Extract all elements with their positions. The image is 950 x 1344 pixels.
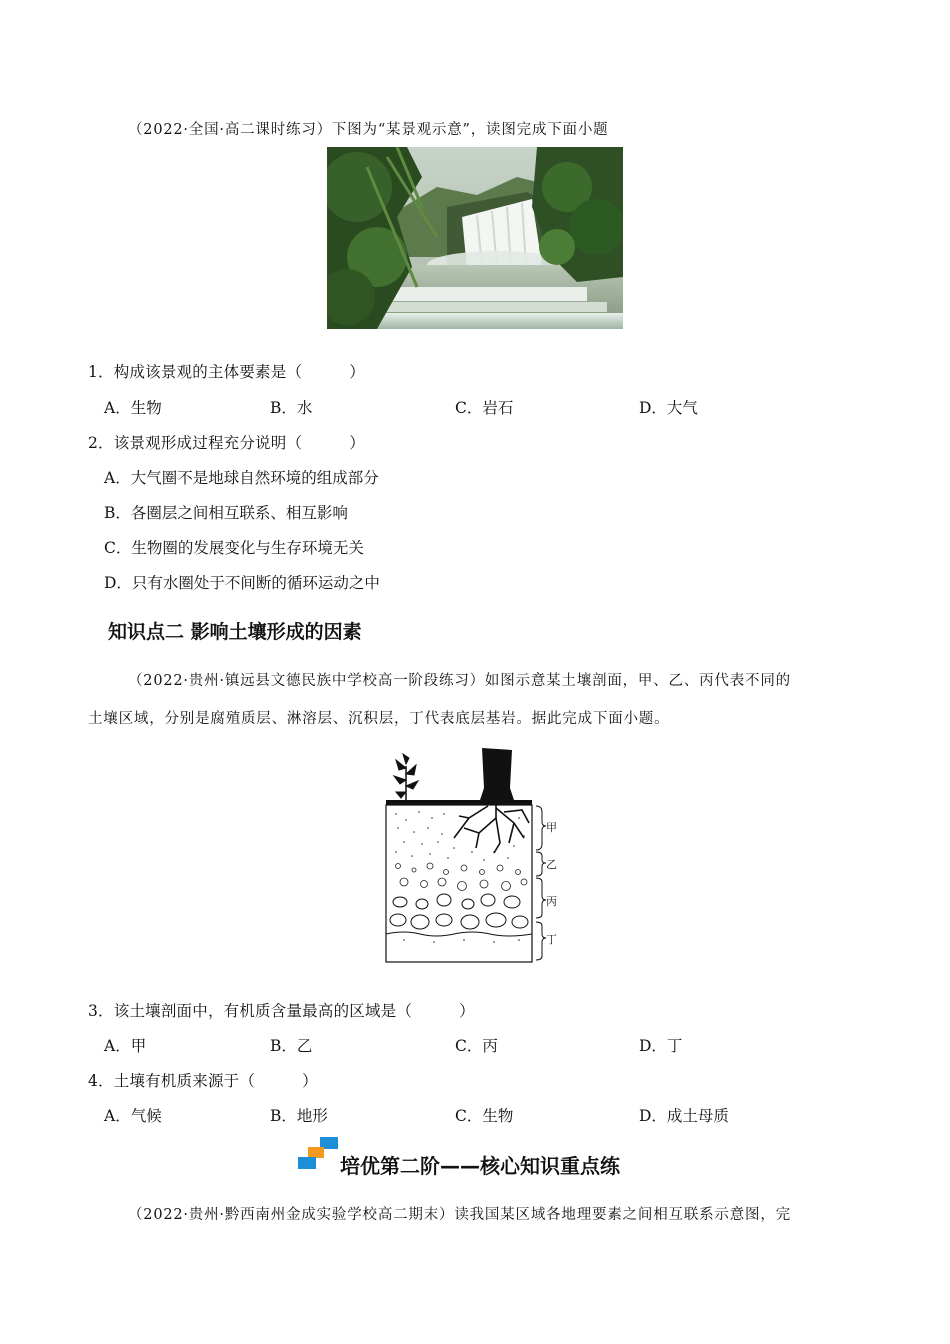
q1-option-a[interactable]: A．生物 [104, 399, 162, 417]
q4-option-a[interactable]: A．气候 [104, 1107, 162, 1125]
soil-profile-diagram [384, 748, 564, 966]
waterfall-photo [327, 147, 623, 329]
q3-option-a[interactable]: A．甲 [104, 1037, 147, 1055]
q3-option-d[interactable]: D．丁 [639, 1037, 683, 1055]
tree-trunk-icon [480, 748, 514, 800]
section-badge-icon [298, 1137, 340, 1169]
section-heading-3: 培优第二阶——核心知识重点练 [340, 1154, 620, 1178]
intro-1: （2022·全国·高二课时练习）下图为“某景观示意”，读图完成下面小题 [128, 122, 609, 138]
section-heading-2: 知识点二 影响土壤形成的因素 [108, 621, 362, 643]
intro-3: （2022·贵州·黔西南州金成实验学校高二期末）读我国某区域各地理要素之间相互联系示意图，完 [128, 1207, 791, 1223]
q1-option-d[interactable]: D．大气 [639, 399, 698, 417]
soil-label-yi: 乙 [546, 858, 557, 871]
question-2-stem: 2．该景观形成过程充分说明（ ） [88, 434, 365, 452]
question-1-stem: 1．构成该景观的主体要素是（ ） [88, 363, 365, 381]
intro-2-line1: （2022·贵州·镇远县文德民族中学校高一阶段练习）如图示意某土壤剖面，甲、乙、丙代表不同的 [128, 673, 791, 689]
q2-option-a[interactable]: A．大气圈不是地球自然环境的组成部分 [104, 469, 379, 487]
soil-label-ding: 丁 [546, 933, 557, 946]
q4-option-d[interactable]: D．成土母质 [639, 1107, 729, 1125]
q3-option-c[interactable]: C．丙 [455, 1037, 498, 1055]
q2-option-b[interactable]: B．各圈层之间相互联系、相互影响 [104, 504, 348, 522]
soil-label-jia: 甲 [546, 821, 557, 834]
q1-option-b[interactable]: B．水 [270, 399, 313, 417]
q1-option-c[interactable]: C．岩石 [455, 399, 514, 417]
q4-option-c[interactable]: C．生物 [455, 1107, 514, 1125]
question-3-stem: 3．该土壤剖面中，有机质含量最高的区域是（ ） [88, 1002, 475, 1020]
question-4-stem: 4．土壤有机质来源于（ ） [88, 1072, 318, 1090]
soil-label-bing: 丙 [546, 895, 557, 908]
plant-icon [394, 754, 418, 800]
intro-2-line2: 土壤区域，分别是腐殖质层、淋溶层、沉积层，丁代表底层基岩。据此完成下面小题。 [88, 711, 670, 727]
q3-option-b[interactable]: B．乙 [270, 1037, 313, 1055]
q2-option-c[interactable]: C．生物圈的发展变化与生存环境无关 [104, 539, 364, 557]
q2-option-d[interactable]: D．只有水圈处于不间断的循环运动之中 [104, 574, 380, 592]
q4-option-b[interactable]: B．地形 [270, 1107, 328, 1125]
